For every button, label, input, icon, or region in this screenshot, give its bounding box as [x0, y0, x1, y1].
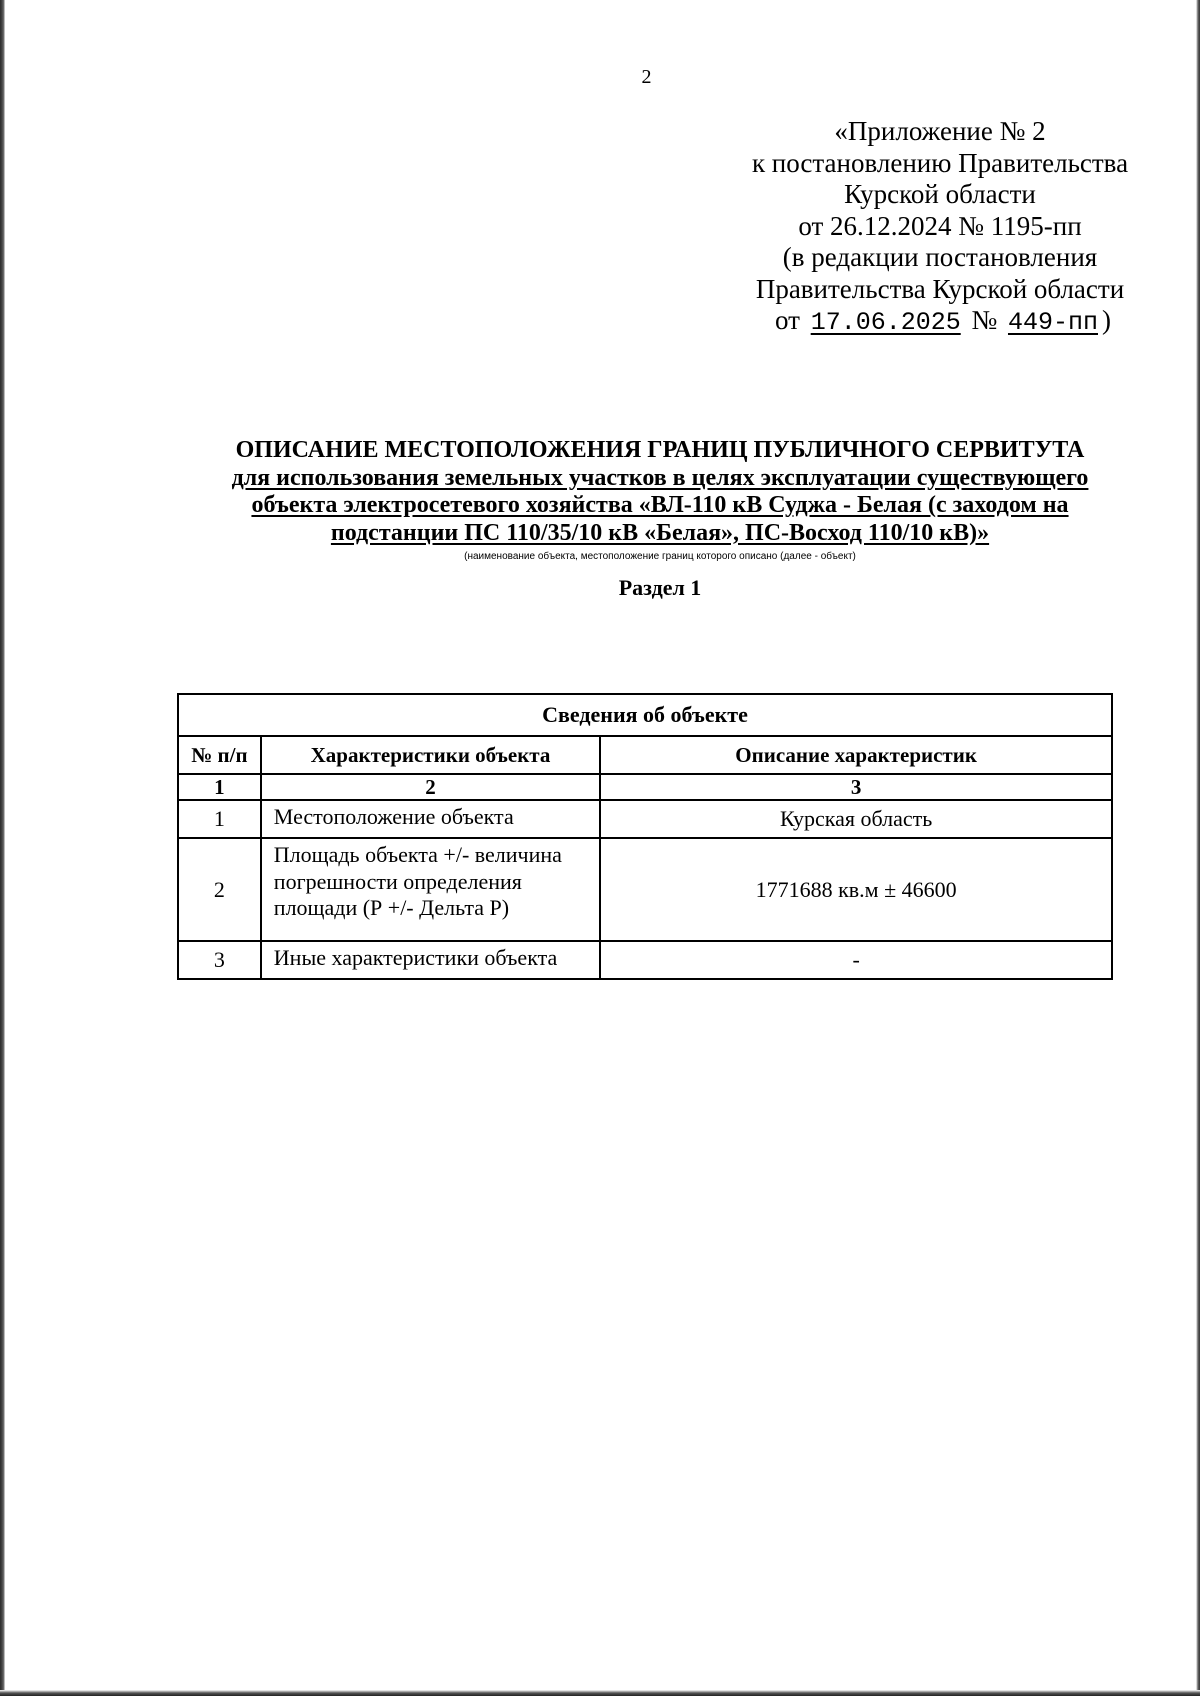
table-title: Сведения об объекте: [178, 694, 1112, 736]
object-info-table: [177, 693, 1113, 980]
table-index-cell: 3: [600, 774, 1112, 800]
table-row: [178, 838, 1112, 941]
document-subtitle-1: для использования земельных участков в целях эксплуатации существующего: [231, 464, 1089, 491]
row-label: Иные характеристики объекта: [261, 941, 600, 979]
table-index-cell: 1: [178, 774, 261, 800]
amend-prefix: от: [774, 305, 800, 335]
appendix-block: [660, 116, 1200, 339]
table-header-characteristics: Характеристики объекта: [261, 736, 600, 774]
appendix-line-4: от 26.12.2024 № 1195-пп: [798, 210, 1082, 241]
document-title: ОПИСАНИЕ МЕСТОПОЛОЖЕНИЯ ГРАНИЦ ПУБЛИЧНОГО СЕРВИТУТА: [235, 437, 1085, 463]
scan-edge-left: [0, 0, 5, 1696]
amend-number-sign: №: [971, 305, 998, 335]
row-number: 1: [178, 800, 261, 838]
section-title: Раздел 1: [618, 575, 702, 600]
document-heading: [180, 437, 1140, 547]
scan-edge-bottom: [0, 1690, 1200, 1696]
row-value: 1771688 кв.м ± 46600: [600, 838, 1112, 941]
amend-number: 449-пп: [1007, 308, 1098, 337]
table-header-description: Описание характеристик: [600, 736, 1112, 774]
document-subtitle-2: объекта электросетевого хозяйства «ВЛ-110 кВ Суджа - Белая (с заходом на: [251, 492, 1069, 518]
row-label: Местоположение объекта: [261, 800, 600, 838]
table-row: [178, 941, 1112, 979]
appendix-line-5: (в редакции постановления: [782, 242, 1098, 272]
table-index-cell: 2: [261, 774, 600, 800]
page-number: 2: [641, 66, 652, 88]
table-header-number: № п/п: [178, 736, 261, 774]
heading-caption: (наименование объекта, местоположение границ которого описано (далее - объект): [464, 551, 856, 562]
row-number: 2: [178, 838, 261, 941]
row-value: Курская область: [600, 800, 1112, 838]
appendix-line-2: к постановлению Правительства: [751, 147, 1129, 178]
row-value: -: [600, 941, 1112, 979]
appendix-line-6: Правительства Курской области: [755, 273, 1125, 304]
amend-date: 17.06.2025: [810, 308, 961, 337]
appendix-line-1: «Приложение № 2: [834, 116, 1046, 146]
table-row: [178, 800, 1112, 838]
amend-close: ): [1102, 305, 1111, 335]
document-subtitle-3: подстанции ПС 110/35/10 кВ «Белая», ПС-Восход 110/10 кВ)»: [330, 519, 990, 546]
row-number: 3: [178, 941, 261, 979]
row-label: Площадь объекта +/- величина погрешности определения площади (Р +/- Дельта Р): [261, 838, 600, 941]
appendix-line-3: Курской области: [844, 179, 1036, 209]
appendix-amendment-line: [660, 305, 1200, 339]
